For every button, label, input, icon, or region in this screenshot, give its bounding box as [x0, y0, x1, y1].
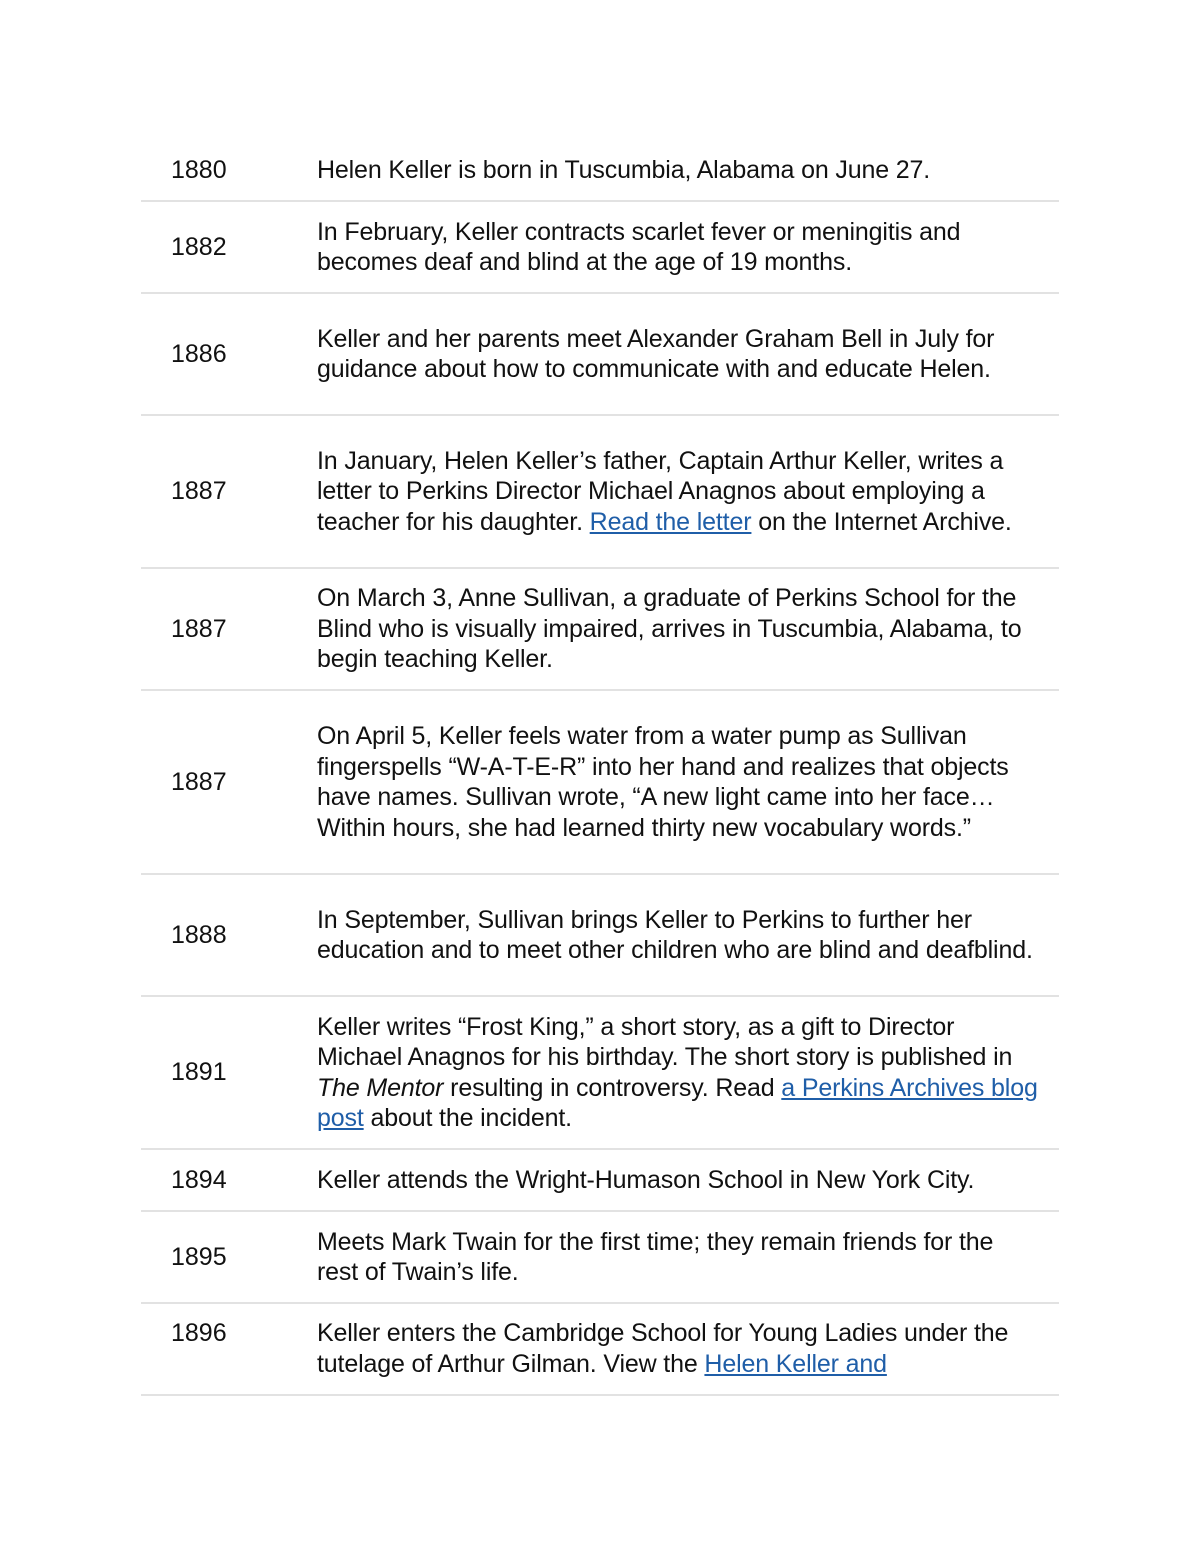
event-text: Keller writes “Frost King,” a short story, as a gift to Director Michael Anagnos for his birthday. The short story is published in [317, 1012, 1013, 1071]
year-cell: 1887 [171, 614, 227, 643]
year-cell: 1887 [171, 477, 227, 506]
year-cell: 1895 [171, 1242, 227, 1271]
table-row [141, 1304, 1059, 1396]
year-cell: 1882 [171, 232, 227, 261]
event-description: On April 5, Keller feels water from a water pump as Sullivan fingerspells “W-A-T-E-R” into her hand and realizes that objects have names. Sullivan wrote, “A new light came into her face… Within hours, she had learned thirty new vocabulary words.” [317, 722, 1009, 842]
event-text: In January, Helen Keller’s father, Captain Arthur Keller, writes a letter to Perkins Director Michael Anagnos about employing a teacher for his daughter. [317, 446, 1004, 536]
event-text: resulting in controversy. Read [443, 1073, 782, 1102]
year-cell: 1887 [171, 767, 227, 796]
helen-keller-collection-link[interactable]: Helen Keller and [704, 1349, 887, 1378]
timeline-table [141, 140, 1059, 1396]
table-row [141, 569, 1059, 691]
year-cell: 1886 [171, 339, 227, 368]
event-description: Meets Mark Twain for the first time; they remain friends for the rest of Twain’s life. [317, 1227, 994, 1286]
event-description: Keller and her parents meet Alexander Graham Bell in July for guidance about how to communicate with and educate Helen. [317, 324, 995, 383]
table-row [141, 294, 1059, 416]
year-cell: 1894 [171, 1165, 227, 1194]
publication-title: The Mentor [317, 1073, 444, 1102]
table-row [141, 416, 1059, 569]
perkins-archives-blog-link[interactable]: a Perkins Archives blog post [317, 1073, 1038, 1132]
event-description: Keller attends the Wright-Humason School in New York City. [317, 1165, 975, 1194]
event-description: On March 3, Anne Sullivan, a graduate of Perkins School for the Blind who is visually impaired, arrives in Tuscumbia, Alabama, to begin teaching Keller. [317, 584, 1022, 674]
event-description: In September, Sullivan brings Keller to Perkins to further her education and to meet other children who are blind and deafblind. [317, 905, 1033, 964]
year-cell: 1888 [171, 920, 227, 949]
event-text: on the Internet Archive. [751, 507, 1012, 536]
event-description: In February, Keller contracts scarlet fever or meningitis and becomes deaf and blind at the age of 19 months. [317, 217, 961, 276]
event-description: Helen Keller is born in Tuscumbia, Alabama on June 27. [317, 155, 931, 184]
table-row [141, 875, 1059, 997]
read-the-letter-link[interactable]: Read the letter [589, 507, 752, 536]
year-cell: 1896 [171, 1319, 227, 1347]
event-text: about the incident. [363, 1104, 572, 1132]
table-row [141, 997, 1059, 1150]
event-text: Keller enters the Cambridge School for Young Ladies under the tutelage of Arthur Gilman. View the [317, 1319, 1009, 1378]
event-description [317, 446, 1059, 538]
table-row [141, 691, 1059, 875]
table-row [141, 1150, 1059, 1212]
event-description [317, 1012, 1059, 1134]
table-row [141, 140, 1059, 202]
table-row [141, 1212, 1059, 1304]
year-cell: 1891 [171, 1058, 227, 1087]
year-cell: 1880 [171, 155, 227, 184]
event-description [317, 1318, 1059, 1379]
table-row [141, 202, 1059, 294]
